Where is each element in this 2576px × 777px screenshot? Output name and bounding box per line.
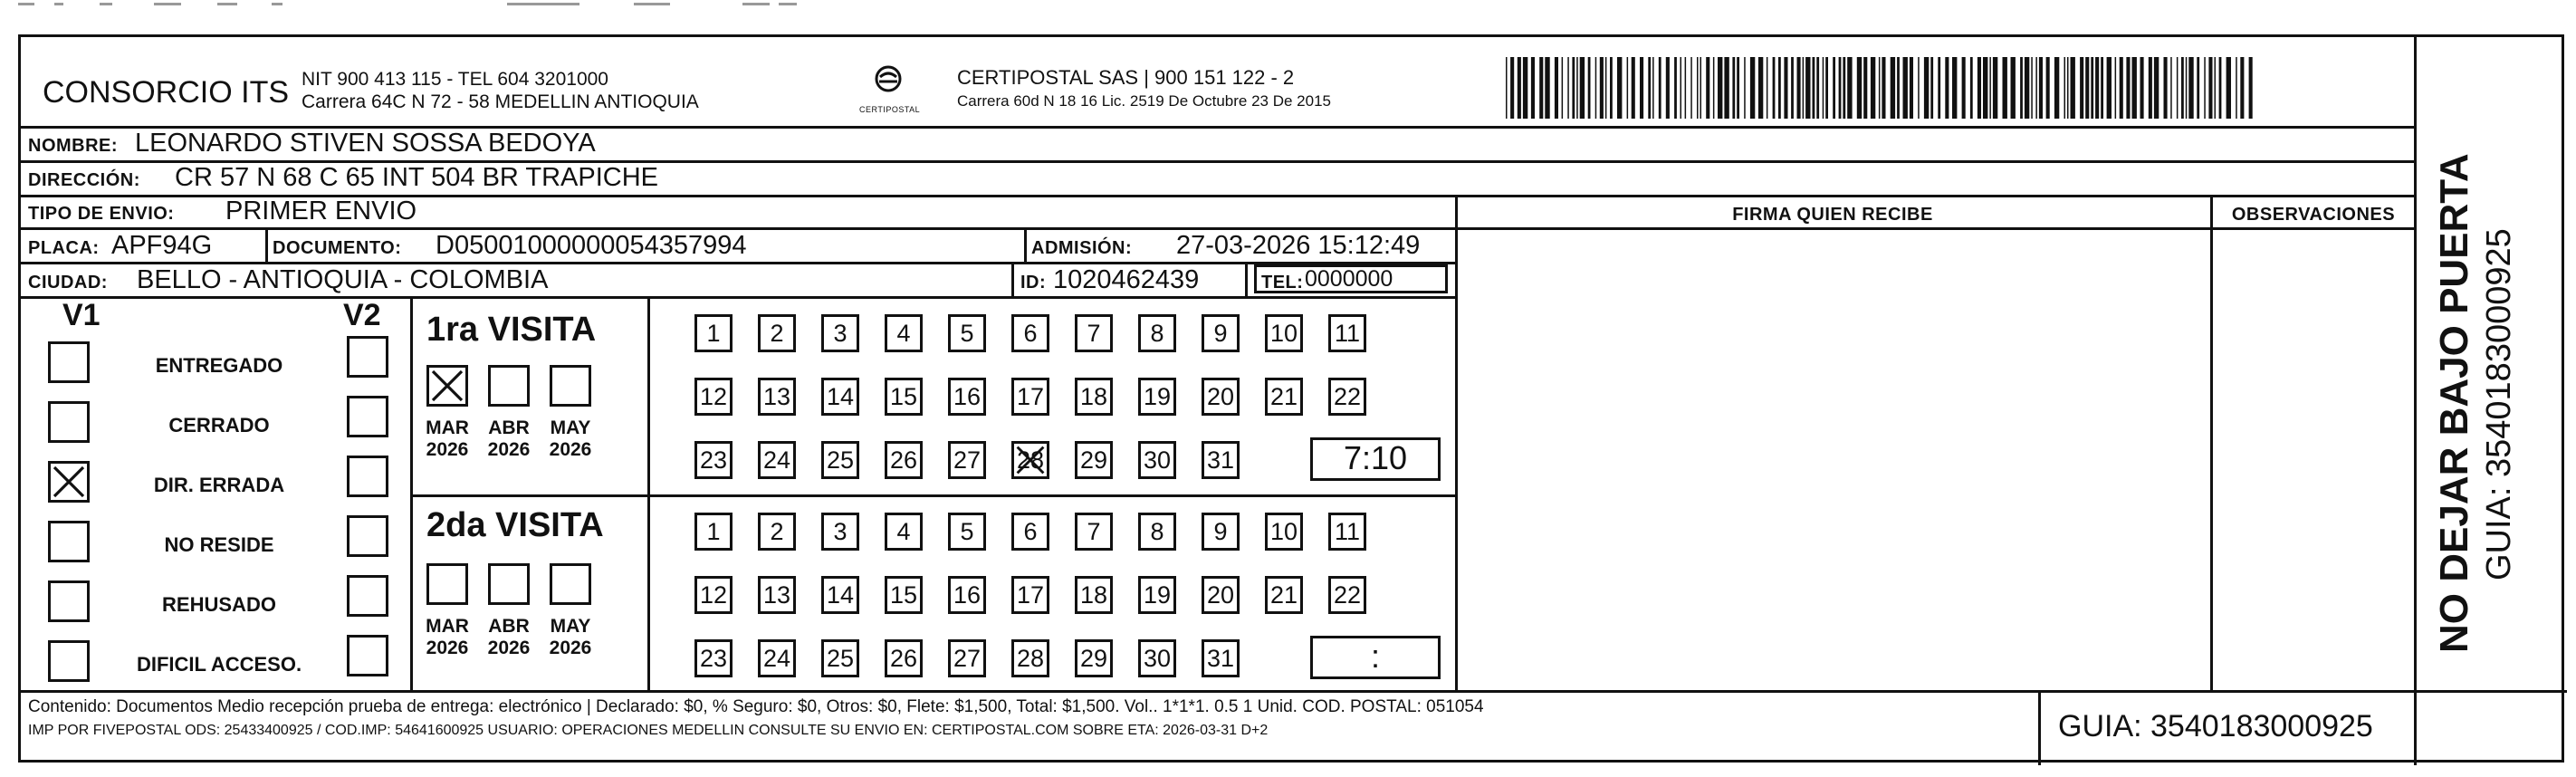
day-number: 28 (1016, 446, 1045, 474)
barcode-image (1506, 57, 2257, 119)
first-visit-day-box[interactable] (1075, 378, 1113, 416)
day-number: 5 (960, 518, 974, 545)
v2-checkbox[interactable] (347, 575, 388, 617)
second-visit-day-box[interactable] (758, 576, 796, 614)
day-number: 18 (1079, 581, 1108, 609)
day-number: 12 (699, 383, 728, 410)
first-visit-month-label (479, 417, 539, 461)
second-visit-day-box[interactable] (885, 576, 923, 614)
second-visit-month-label (479, 616, 539, 659)
day-number: 5 (960, 320, 974, 347)
scan-edge (0, 0, 2576, 9)
second-visit-day-box[interactable] (885, 513, 923, 551)
admission-value: 27-03-2026 15:12:49 (1176, 231, 1421, 260)
v1-checkbox[interactable] (48, 640, 90, 682)
first-visit-day-box[interactable] (1011, 441, 1049, 479)
document-label: DOCUMENTO: (273, 238, 402, 258)
city-label: CIUDAD: (28, 273, 108, 293)
footer-contents: Contenido: Documentos Medio recepción prueba de entrega: electrónico | Declarado: $0, % Seguro: $0, Otros: $0, Flete: $1,500, Total: $1,500. Vol.. 1*1*1. 0.5 1 Unid. COD. POSTAL: 051054 (28, 697, 1484, 716)
second-visit-day-box[interactable] (1202, 513, 1240, 551)
day-number: 11 (1334, 320, 1361, 347)
first-visit-day-box[interactable] (1075, 441, 1113, 479)
day-number: 17 (1016, 383, 1045, 410)
first-visit-day-box[interactable] (1328, 314, 1366, 352)
company-name: CONSORCIO ITS (43, 75, 290, 110)
day-number: 29 (1079, 446, 1108, 474)
day-number: 27 (953, 446, 982, 474)
second-visit-day-box[interactable] (694, 576, 733, 614)
day-number: 24 (762, 645, 791, 672)
signature-header: FIRMA QUIEN RECIBE (1732, 205, 1933, 225)
second-visit-day-box[interactable] (1265, 576, 1303, 614)
v1-checkbox[interactable] (48, 580, 90, 622)
first-visit-month-label (417, 417, 477, 461)
day-number: 8 (1150, 320, 1164, 347)
check-x-icon (429, 368, 465, 404)
city-value: BELLO - ANTIOQUIA - COLOMBIA (137, 265, 549, 294)
second-visit-day-box[interactable] (948, 576, 986, 614)
day-number: 3 (833, 518, 847, 545)
status-label: NO RESIDE (164, 533, 274, 556)
second-visit-day-box[interactable] (1138, 576, 1176, 614)
v2-checkbox[interactable] (347, 515, 388, 557)
first-visit-day-box[interactable] (758, 378, 796, 416)
day-number: 18 (1079, 383, 1108, 410)
day-number: 29 (1079, 645, 1108, 672)
month-year: 2026 (487, 638, 531, 659)
day-number: 13 (762, 581, 791, 609)
v2-label: V2 (343, 298, 381, 332)
v1-checkbox[interactable] (48, 401, 90, 443)
address-label: DIRECCIÓN: (28, 170, 140, 190)
first-visit-day-box[interactable] (821, 441, 859, 479)
first-visit-day-box[interactable] (758, 314, 796, 352)
first-visit-day-box[interactable] (1011, 314, 1049, 352)
second-visit-day-box[interactable] (948, 639, 986, 677)
day-number: 8 (1150, 518, 1164, 545)
day-number: 27 (953, 645, 982, 672)
first-visit-day-box[interactable] (694, 314, 733, 352)
day-number: 6 (1023, 518, 1038, 545)
admission-label: ADMISIÓN: (1031, 238, 1133, 258)
status-label: DIFICIL ACCESO. (136, 653, 302, 676)
first-visit-month-label (541, 417, 600, 461)
second-visit-day-box[interactable] (1075, 639, 1113, 677)
day-number: 25 (826, 446, 855, 474)
second-visit-day-box[interactable] (885, 639, 923, 677)
day-number: 15 (889, 383, 918, 410)
status-label: REHUSADO (162, 593, 276, 616)
day-number: 24 (762, 446, 791, 474)
day-number: 22 (1333, 581, 1362, 609)
first-visit-day-box[interactable] (694, 378, 733, 416)
second-visit-day-box[interactable] (694, 513, 733, 551)
day-number: 30 (1143, 446, 1172, 474)
id-label: ID: (1020, 273, 1047, 293)
v2-checkbox[interactable] (347, 456, 388, 497)
month-name: MAY (550, 616, 591, 637)
plate-value: APF94G (111, 231, 213, 260)
day-number: 16 (953, 581, 982, 609)
day-number: 17 (1016, 581, 1045, 609)
first-visit-time-box[interactable]: 7:10 (1310, 437, 1441, 481)
day-number: 13 (762, 383, 791, 410)
status-label: CERRADO (168, 414, 270, 436)
plate-label: PLACA: (28, 238, 100, 258)
footer-print-info: IMP POR FIVEPOSTAL ODS: 25433400925 / COD.IMP: 54641600925 USUARIO: OPERACIONES MEDELLIN CONSULTE SU ENVIO EN: CERTIPOSTAL.COM SOBRE ETA: 2026-03-31 D+2 (28, 723, 1269, 738)
check-x-icon (1014, 444, 1047, 476)
day-number: 4 (896, 518, 911, 545)
second-visit-day-box[interactable] (1011, 576, 1049, 614)
month-name: MAR (426, 616, 469, 637)
v1-checkbox[interactable] (48, 461, 90, 503)
day-number: 20 (1206, 383, 1235, 410)
first-visit-month-checkbox[interactable] (426, 365, 468, 407)
v2-checkbox[interactable] (347, 396, 388, 437)
month-year: 2026 (549, 638, 592, 659)
second-visit-day-box[interactable] (821, 639, 859, 677)
logo-caption: CERTIPOSTAL (859, 105, 921, 114)
first-visit-day-box[interactable] (948, 378, 986, 416)
shipment-type: PRIMER ENVIO (225, 197, 417, 225)
second-visit-title: 2da VISITA (426, 506, 604, 544)
second-visit-day-box[interactable] (821, 576, 859, 614)
second-visit-month-checkbox[interactable] (426, 563, 468, 605)
v2-checkbox[interactable] (347, 336, 388, 378)
day-number: 26 (889, 645, 918, 672)
courier-line1: CERTIPOSTAL SAS | 900 151 122 - 2 (957, 66, 1295, 89)
first-visit-day-box[interactable] (948, 314, 986, 352)
month-year: 2026 (549, 439, 592, 461)
first-visit-month-checkbox[interactable] (550, 365, 591, 407)
second-visit-day-box[interactable] (758, 639, 796, 677)
first-visit-day-box[interactable] (694, 441, 733, 479)
tel-label: TEL: (1261, 273, 1304, 293)
observations-header: OBSERVACIONES (2231, 205, 2396, 225)
second-visit-month-label (541, 616, 600, 659)
second-visit-day-box[interactable] (694, 639, 733, 677)
recipient-address: CR 57 N 68 C 65 INT 504 BR TRAPICHE (175, 163, 659, 192)
month-year: 2026 (487, 439, 531, 461)
day-number: 9 (1213, 320, 1228, 347)
second-visit-day-box[interactable] (1138, 639, 1176, 677)
day-number: 1 (706, 320, 721, 347)
day-number: 20 (1206, 581, 1235, 609)
first-visit-day-box[interactable] (1265, 378, 1303, 416)
day-number: 14 (826, 383, 855, 410)
side-guia: GUIA: 3540183000925 (2480, 228, 2518, 580)
tel-value: 0000000 (1305, 266, 1393, 292)
first-visit-day-box[interactable] (1138, 378, 1176, 416)
check-x-icon (51, 464, 87, 500)
first-visit-month-checkbox[interactable] (488, 365, 530, 407)
month-year: 2026 (426, 439, 469, 461)
first-visit-day-box[interactable] (885, 314, 923, 352)
first-visit-title: 1ra VISITA (426, 311, 597, 349)
day-number: 26 (889, 446, 918, 474)
day-number: 22 (1333, 383, 1362, 410)
recipient-name: LEONARDO STIVEN SOSSA BEDOYA (135, 129, 596, 158)
day-number: 9 (1213, 518, 1228, 545)
first-visit-day-box[interactable] (885, 441, 923, 479)
courier-line2: Carrera 60d N 18 16 Lic. 2519 De Octubre 23 De 2015 (957, 92, 1331, 110)
second-visit-day-box[interactable] (1075, 576, 1113, 614)
day-number: 14 (826, 581, 855, 609)
day-number: 6 (1023, 320, 1038, 347)
id-value: 1020462439 (1053, 265, 1200, 294)
day-number: 19 (1143, 383, 1172, 410)
second-visit-day-box[interactable] (1138, 513, 1176, 551)
second-visit-time-box[interactable]: : (1310, 636, 1441, 679)
second-visit-day-box[interactable] (1202, 576, 1240, 614)
first-visit-day-box[interactable] (1265, 314, 1303, 352)
name-label: NOMBRE: (28, 136, 119, 156)
second-visit-day-box[interactable] (821, 513, 859, 551)
footer-guia: GUIA: 3540183000925 (2058, 709, 2373, 743)
second-visit-day-box[interactable] (1011, 639, 1049, 677)
v1-label: V1 (62, 298, 101, 332)
second-visit-day-box[interactable] (758, 513, 796, 551)
day-number: 12 (699, 581, 728, 609)
day-number: 15 (889, 581, 918, 609)
day-number: 7 (1087, 518, 1101, 545)
first-visit-day-box[interactable] (758, 441, 796, 479)
v2-checkbox[interactable] (347, 635, 388, 676)
day-number: 10 (1269, 320, 1298, 347)
v1-checkbox[interactable] (48, 341, 90, 383)
second-visit-day-box[interactable] (1075, 513, 1113, 551)
month-name: ABR (488, 616, 530, 637)
first-visit-day-box[interactable] (821, 314, 859, 352)
v1-checkbox[interactable] (48, 521, 90, 562)
day-number: 2 (770, 518, 784, 545)
day-number: 30 (1143, 645, 1172, 672)
day-number: 23 (699, 645, 728, 672)
status-label: DIR. ERRADA (153, 474, 285, 496)
second-visit-day-box[interactable] (1265, 513, 1303, 551)
first-visit-day-box[interactable] (1202, 314, 1240, 352)
day-number: 21 (1269, 383, 1298, 410)
company-info-line2: Carrera 64C N 72 - 58 MEDELLIN ANTIOQUIA (302, 91, 699, 112)
first-visit-day-box[interactable] (948, 441, 986, 479)
day-number: 4 (896, 320, 911, 347)
day-number: 31 (1206, 446, 1235, 474)
first-visit-day-box[interactable] (821, 378, 859, 416)
month-name: ABR (488, 417, 530, 438)
first-visit-day-box[interactable] (885, 378, 923, 416)
day-number: 21 (1269, 581, 1298, 609)
first-visit-day-box[interactable] (1011, 378, 1049, 416)
day-number: 25 (826, 645, 855, 672)
second-visit-day-box[interactable] (1328, 576, 1366, 614)
second-visit-day-box[interactable] (1328, 513, 1366, 551)
second-visit-day-box[interactable] (948, 513, 986, 551)
month-name: MAR (426, 417, 469, 438)
day-number: 3 (833, 320, 847, 347)
first-visit-day-box[interactable] (1075, 314, 1113, 352)
day-number: 16 (953, 383, 982, 410)
day-number: 31 (1206, 645, 1235, 672)
second-visit-month-label (417, 616, 477, 659)
company-info-line1: NIT 900 413 115 - TEL 604 3201000 (302, 69, 608, 90)
shipping-guide-form (18, 34, 2564, 763)
day-number: 19 (1143, 581, 1172, 609)
status-label: ENTREGADO (155, 354, 283, 377)
first-visit-day-box[interactable] (1202, 441, 1240, 479)
day-number: 7 (1087, 320, 1101, 347)
day-number: 23 (699, 446, 728, 474)
day-number: 1 (706, 518, 721, 545)
second-visit-month-checkbox[interactable] (488, 563, 530, 605)
second-visit-day-box[interactable] (1011, 513, 1049, 551)
second-visit-month-checkbox[interactable] (550, 563, 591, 605)
day-number: 2 (770, 320, 784, 347)
day-number: 10 (1269, 518, 1298, 545)
document-value: D05001000000054357994 (436, 231, 747, 260)
certipostal-logo-icon (861, 64, 915, 104)
shipment-type-label: TIPO DE ENVIO: (28, 204, 175, 224)
first-visit-day-box[interactable] (1138, 314, 1176, 352)
first-visit-day-box[interactable] (1328, 378, 1366, 416)
month-name: MAY (550, 417, 591, 438)
no-dejar-warning: NO DEJAR BAJO PUERTA (2432, 153, 2476, 653)
second-visit-day-box[interactable] (1202, 639, 1240, 677)
first-visit-day-box[interactable] (1202, 378, 1240, 416)
month-year: 2026 (426, 638, 469, 659)
day-number: 28 (1016, 645, 1045, 672)
day-number: 11 (1334, 518, 1361, 545)
first-visit-day-box[interactable] (1138, 441, 1176, 479)
